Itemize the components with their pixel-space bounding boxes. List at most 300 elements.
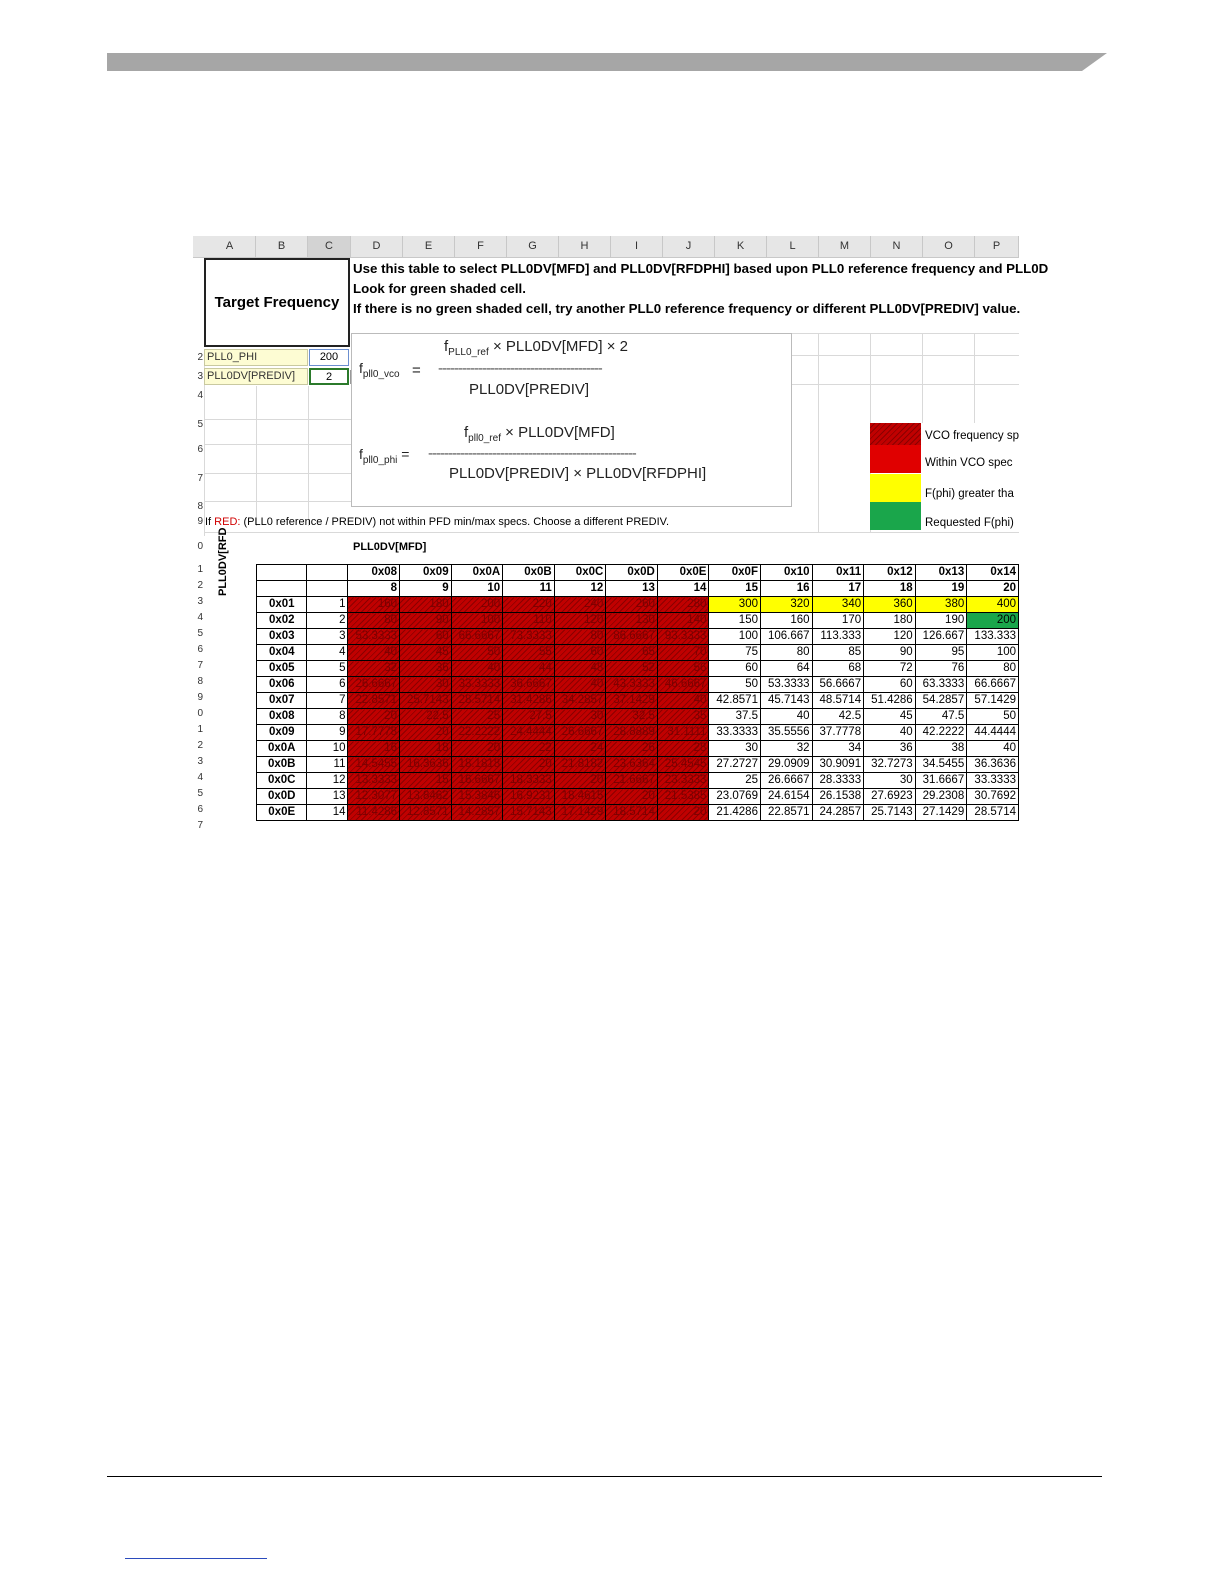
row-header[interactable]: 2 <box>197 352 203 363</box>
frequency-cell: 30 <box>864 773 916 789</box>
mfd-dec-header: 10 <box>451 581 503 597</box>
frequency-cell: 36 <box>864 741 916 757</box>
mfd-hex-header: 0x10 <box>760 565 812 581</box>
mfd-hex-header: 0x12 <box>864 565 916 581</box>
prediv-note: If RED: (PLL0 reference / PREDIV) not within PFD min/max specs. Choose a different PREDIV. <box>205 516 670 528</box>
pll0-phi-label: PLL0_PHI <box>204 349 308 366</box>
frequency-cell: 26.1538 <box>812 789 864 805</box>
table-row <box>257 789 1019 805</box>
frequency-cell: 28.3333 <box>812 773 864 789</box>
frequency-cell: 40 <box>451 661 503 677</box>
column-header[interactable]: I <box>611 236 663 257</box>
row-header[interactable]: 7 <box>197 473 203 484</box>
frequency-table <box>256 564 1019 821</box>
frequency-cell: 56 <box>657 661 709 677</box>
mfd-hex-header: 0x0B <box>503 565 555 581</box>
header-bar <box>107 53 1107 71</box>
column-header[interactable]: P <box>975 236 1019 257</box>
frequency-cell: 190 <box>915 613 967 629</box>
frequency-cell: 22.8571 <box>760 805 812 821</box>
frequency-cell: 42.5 <box>812 709 864 725</box>
frequency-cell: 90 <box>864 645 916 661</box>
frequency-cell: 95 <box>915 645 967 661</box>
frequency-cell: 37.7778 <box>812 725 864 741</box>
frequency-cell: 55 <box>503 645 555 661</box>
table-row <box>257 709 1019 725</box>
frequency-cell: 15 <box>400 773 452 789</box>
mfd-hex-header: 0x11 <box>812 565 864 581</box>
frequency-cell: 23.3333 <box>657 773 709 789</box>
table-row <box>257 629 1019 645</box>
frequency-cell: 37.1429 <box>606 693 658 709</box>
frequency-cell: 15.3846 <box>451 789 503 805</box>
frequency-cell: 170 <box>812 613 864 629</box>
frequency-cell: 63.3333 <box>915 677 967 693</box>
vco-equals: = <box>412 362 421 379</box>
legend-label-within-vco: Within VCO spec <box>925 457 1013 469</box>
blank-cell <box>257 565 307 581</box>
frequency-cell: 44.4444 <box>967 725 1019 741</box>
table-row <box>257 757 1019 773</box>
rfd-hex-label: 0x04 <box>257 645 307 661</box>
frequency-cell: 20 <box>400 725 452 741</box>
frequency-cell: 30.7692 <box>967 789 1019 805</box>
frequency-cell: 36.6667 <box>503 677 555 693</box>
table-row <box>257 613 1019 629</box>
frequency-cell: 32.5 <box>606 709 658 725</box>
frequency-cell: 24.2857 <box>812 805 864 821</box>
frequency-cell: 23.0769 <box>709 789 761 805</box>
frequency-cell: 32.7273 <box>864 757 916 773</box>
frequency-cell: 16.9231 <box>503 789 555 805</box>
frequency-cell: 200 <box>451 597 503 613</box>
frequency-cell: 60 <box>864 677 916 693</box>
rfd-hex-label: 0x0A <box>257 741 307 757</box>
frequency-cell: 32 <box>760 741 812 757</box>
row-header[interactable]: 1 <box>197 564 203 575</box>
blank-cell <box>257 581 307 597</box>
frequency-cell: 68 <box>812 661 864 677</box>
frequency-cell: 27.2727 <box>709 757 761 773</box>
legend-swatch-fphi-greater <box>870 474 921 502</box>
frequency-cell: 30 <box>400 677 452 693</box>
frequency-cell: 22.8571 <box>348 693 400 709</box>
footer-rule <box>107 1476 1102 1477</box>
column-header[interactable]: J <box>663 236 715 257</box>
frequency-cell: 140 <box>657 613 709 629</box>
spreadsheet-screenshot <box>193 236 1049 831</box>
frequency-cell: 93.3333 <box>657 629 709 645</box>
row-header[interactable]: 7 <box>197 660 203 671</box>
frequency-cell: 380 <box>915 597 967 613</box>
table-row <box>257 693 1019 709</box>
frequency-cell: 66.6667 <box>967 677 1019 693</box>
frequency-cell: 35.5556 <box>760 725 812 741</box>
legend-swatch-requested <box>870 502 921 530</box>
frequency-cell: 21.5385 <box>657 789 709 805</box>
rfd-hex-label: 0x0C <box>257 773 307 789</box>
frequency-cell: 33.3333 <box>967 773 1019 789</box>
frequency-cell: 25 <box>709 773 761 789</box>
frequency-cell: 54.2857 <box>915 693 967 709</box>
row-header[interactable]: 4 <box>197 772 203 783</box>
frequency-cell: 260 <box>606 597 658 613</box>
rfd-hex-label: 0x01 <box>257 597 307 613</box>
rfd-number: 1 <box>307 597 348 613</box>
frequency-cell: 12.3077 <box>348 789 400 805</box>
frequency-cell: 20 <box>348 709 400 725</box>
frequency-cell: 44 <box>503 661 555 677</box>
legend-label-requested: Requested F(phi) <box>925 517 1014 529</box>
rfd-number: 14 <box>307 805 348 821</box>
frequency-cell: 18.4615 <box>554 789 606 805</box>
frequency-cell: 80 <box>554 629 606 645</box>
frequency-cell: 43.3333 <box>606 677 658 693</box>
frequency-cell: 80 <box>760 645 812 661</box>
formula-box <box>351 333 792 507</box>
column-header[interactable]: L <box>767 236 819 257</box>
legend-swatch-within-vco <box>870 445 921 473</box>
blank-cell <box>307 565 348 581</box>
instruction-line-3: If there is no green shaded cell, try another PLL0 reference frequency or different PLL0DV[PREDIV] value. <box>353 301 1021 316</box>
frequency-cell: 180 <box>400 597 452 613</box>
frequency-cell: 73.3333 <box>503 629 555 645</box>
frequency-cell: 280 <box>657 597 709 613</box>
table-row <box>257 677 1019 693</box>
frequency-cell: 40 <box>967 741 1019 757</box>
rfd-hex-label: 0x06 <box>257 677 307 693</box>
column-header[interactable]: B <box>256 236 308 257</box>
column-header[interactable]: E <box>403 236 455 257</box>
frequency-cell: 130 <box>606 613 658 629</box>
frequency-cell: 320 <box>760 597 812 613</box>
mfd-dec-header: 15 <box>709 581 761 597</box>
table-row <box>257 725 1019 741</box>
prediv-input[interactable]: 2 <box>309 368 349 385</box>
column-header[interactable]: O <box>923 236 975 257</box>
frequency-cell: 27.5 <box>503 709 555 725</box>
frequency-cell: 120 <box>554 613 606 629</box>
frequency-cell: 26.6667 <box>348 677 400 693</box>
row-header[interactable]: 0 <box>197 541 203 552</box>
row-header[interactable]: 8 <box>197 501 203 512</box>
phi-denominator: PLL0DV[PREDIV] × PLL0DV[RFDPHI] <box>449 465 707 482</box>
mfd-dec-header: 17 <box>812 581 864 597</box>
frequency-cell: 28.8889 <box>606 725 658 741</box>
frequency-cell: 150 <box>709 613 761 629</box>
frequency-cell: 30 <box>709 741 761 757</box>
frequency-cell: 360 <box>864 597 916 613</box>
rfd-number: 4 <box>307 645 348 661</box>
frequency-cell: 17.7778 <box>348 725 400 741</box>
mfd-hex-header: 0x0A <box>451 565 503 581</box>
frequency-cell: 40 <box>657 693 709 709</box>
row-header[interactable]: 3 <box>197 756 203 767</box>
frequency-cell: 31.1111 <box>657 725 709 741</box>
frequency-cell: 21.8182 <box>554 757 606 773</box>
row-header[interactable]: 6 <box>197 644 203 655</box>
rfd-hex-label: 0x05 <box>257 661 307 677</box>
frequency-cell: 38 <box>915 741 967 757</box>
frequency-cell: 200 <box>967 613 1019 629</box>
frequency-cell: 27.1429 <box>915 805 967 821</box>
rfd-number: 5 <box>307 661 348 677</box>
frequency-cell: 34.5455 <box>915 757 967 773</box>
footer-link-underline <box>125 1558 267 1559</box>
frequency-cell: 220 <box>503 597 555 613</box>
rfd-number: 12 <box>307 773 348 789</box>
row-header[interactable]: 7 <box>197 820 203 831</box>
frequency-cell: 120 <box>864 629 916 645</box>
frequency-cell: 26.6667 <box>760 773 812 789</box>
frequency-cell: 21.4286 <box>709 805 761 821</box>
vco-fraction-line: ----------------------------------------- <box>438 360 602 377</box>
frequency-cell: 26 <box>606 741 658 757</box>
mfd-dec-header: 12 <box>554 581 606 597</box>
rfd-hex-label: 0x0D <box>257 789 307 805</box>
frequency-cell: 30 <box>554 709 606 725</box>
frequency-cell: 60 <box>400 629 452 645</box>
frequency-cell: 29.2308 <box>915 789 967 805</box>
column-header[interactable]: K <box>715 236 767 257</box>
frequency-cell: 60 <box>709 661 761 677</box>
rfd-hex-label: 0x03 <box>257 629 307 645</box>
frequency-cell: 80 <box>348 613 400 629</box>
frequency-cell: 22 <box>503 741 555 757</box>
frequency-cell: 33.3333 <box>451 677 503 693</box>
frequency-cell: 29.0909 <box>760 757 812 773</box>
column-header[interactable]: H <box>559 236 611 257</box>
mfd-dec-header: 18 <box>864 581 916 597</box>
rfd-number: 10 <box>307 741 348 757</box>
frequency-cell: 24.6154 <box>760 789 812 805</box>
rfd-number: 13 <box>307 789 348 805</box>
frequency-cell: 27.6923 <box>864 789 916 805</box>
frequency-cell: 110 <box>503 613 555 629</box>
instruction-line-1: Use this table to select PLL0DV[MFD] and PLL0DV[RFDPHI] based upon PLL0 reference frequency and PLL0D <box>353 261 1049 276</box>
mfd-dec-header: 13 <box>606 581 658 597</box>
row-header[interactable]: 6 <box>197 804 203 815</box>
frequency-cell: 340 <box>812 597 864 613</box>
frequency-cell: 18.1818 <box>451 757 503 773</box>
mfd-hex-header: 0x14 <box>967 565 1019 581</box>
frequency-cell: 40 <box>864 725 916 741</box>
mfd-dec-header: 9 <box>400 581 452 597</box>
frequency-cell: 240 <box>554 597 606 613</box>
rfd-number: 7 <box>307 693 348 709</box>
column-header[interactable]: G <box>507 236 559 257</box>
mfd-dec-header: 8 <box>348 581 400 597</box>
row-header[interactable]: 5 <box>197 419 203 430</box>
column-header[interactable]: N <box>871 236 923 257</box>
frequency-cell: 36 <box>400 661 452 677</box>
row-header[interactable]: 9 <box>197 516 203 527</box>
table-row <box>257 805 1019 821</box>
frequency-cell: 16.6667 <box>451 773 503 789</box>
rfd-hex-label: 0x08 <box>257 709 307 725</box>
frequency-cell: 24.4444 <box>503 725 555 741</box>
frequency-cell: 30.9091 <box>812 757 864 773</box>
row-header[interactable]: 5 <box>197 788 203 799</box>
frequency-cell: 85 <box>812 645 864 661</box>
mfd-dec-header: 20 <box>967 581 1019 597</box>
row-header[interactable]: 2 <box>197 580 203 591</box>
column-header[interactable]: M <box>819 236 871 257</box>
frequency-cell: 21.6667 <box>606 773 658 789</box>
frequency-cell: 160 <box>348 597 400 613</box>
frequency-cell: 57.1429 <box>967 693 1019 709</box>
table-row <box>257 597 1019 613</box>
frequency-cell: 86.6667 <box>606 629 658 645</box>
vco-denominator: PLL0DV[PREDIV] <box>469 381 590 398</box>
frequency-cell: 13.8462 <box>400 789 452 805</box>
vco-lhs: $f_{pll0\_vco}$ <box>359 360 400 380</box>
frequency-cell: 65 <box>606 645 658 661</box>
frequency-cell: 72 <box>864 661 916 677</box>
frequency-cell: 18 <box>400 741 452 757</box>
frequency-cell: 60 <box>554 645 606 661</box>
frequency-cell: 22.2222 <box>451 725 503 741</box>
frequency-cell: 100 <box>967 645 1019 661</box>
mfd-hex-header: 0x0D <box>606 565 658 581</box>
frequency-cell: 51.4286 <box>864 693 916 709</box>
frequency-cell: 126.667 <box>915 629 967 645</box>
frequency-cell: 31.4286 <box>503 693 555 709</box>
row-header[interactable]: 2 <box>197 740 203 751</box>
frequency-cell: 25.4545 <box>657 757 709 773</box>
blank-cell <box>307 581 348 597</box>
frequency-cell: 25 <box>451 709 503 725</box>
frequency-cell: 24 <box>554 741 606 757</box>
frequency-cell: 20 <box>657 805 709 821</box>
rfd-number: 3 <box>307 629 348 645</box>
rfd-axis-label: PLL0DV[RFD <box>217 527 229 596</box>
table-row <box>257 661 1019 677</box>
frequency-cell: 40 <box>760 709 812 725</box>
frequency-cell: 26.6667 <box>554 725 606 741</box>
frequency-cell: 40 <box>554 677 606 693</box>
rfd-hex-label: 0x07 <box>257 693 307 709</box>
frequency-cell: 11.4286 <box>348 805 400 821</box>
column-header[interactable]: A <box>204 236 256 257</box>
frequency-cell: 25.7143 <box>400 693 452 709</box>
frequency-cell: 42.2222 <box>915 725 967 741</box>
frequency-cell: 42.8571 <box>709 693 761 709</box>
frequency-cell: 12.8571 <box>400 805 452 821</box>
phi-lhs: $f_{pll0\_phi}$ = <box>359 446 410 466</box>
frequency-cell: 50 <box>451 645 503 661</box>
frequency-cell: 133.333 <box>967 629 1019 645</box>
rfd-number: 11 <box>307 757 348 773</box>
legend-label-vco-spec: VCO frequency sp <box>925 430 1019 442</box>
frequency-cell: 56.6667 <box>812 677 864 693</box>
frequency-cell: 14.2857 <box>451 805 503 821</box>
frequency-cell: 45 <box>864 709 916 725</box>
pll0-phi-input[interactable]: 200 <box>309 349 349 366</box>
frequency-cell: 20 <box>503 757 555 773</box>
frequency-cell: 100 <box>451 613 503 629</box>
frequency-cell: 47.5 <box>915 709 967 725</box>
frequency-cell: 16.3636 <box>400 757 452 773</box>
row-header[interactable]: 4 <box>197 612 203 623</box>
row-header[interactable]: 8 <box>197 676 203 687</box>
row-header[interactable]: 5 <box>197 628 203 639</box>
mfd-hex-header: 0x09 <box>400 565 452 581</box>
frequency-cell: 34.2857 <box>554 693 606 709</box>
rfd-number: 9 <box>307 725 348 741</box>
phi-fraction-line: ---------------------------------------------------- <box>428 445 636 462</box>
phi-numerator: $f_{pll0\_ref} \times PLL0DV[MFD]$ <box>464 424 615 444</box>
table-row <box>257 645 1019 661</box>
frequency-cell: 106.667 <box>760 629 812 645</box>
frequency-cell: 400 <box>967 597 1019 613</box>
mfd-dec-header: 16 <box>760 581 812 597</box>
row-header[interactable]: 3 <box>197 371 203 382</box>
rfd-hex-label: 0x02 <box>257 613 307 629</box>
row-header[interactable]: 9 <box>197 692 203 703</box>
column-header[interactable]: C <box>308 236 351 257</box>
rfd-number: 8 <box>307 709 348 725</box>
frequency-cell: 90 <box>400 613 452 629</box>
column-header-row <box>193 236 1019 258</box>
row-header[interactable]: 4 <box>197 390 203 401</box>
frequency-cell: 46.6667 <box>657 677 709 693</box>
frequency-cell: 20 <box>554 773 606 789</box>
frequency-cell: 52 <box>606 661 658 677</box>
column-header[interactable]: D <box>351 236 403 257</box>
frequency-cell: 20 <box>451 741 503 757</box>
frequency-cell: 22.5 <box>400 709 452 725</box>
row-header[interactable]: 0 <box>197 708 203 719</box>
target-frequency-title: Target Frequency <box>204 258 350 347</box>
frequency-cell: 64 <box>760 661 812 677</box>
frequency-cell: 17.1429 <box>554 805 606 821</box>
frequency-cell: 300 <box>709 597 761 613</box>
frequency-cell: 50 <box>709 677 761 693</box>
frequency-cell: 113.333 <box>812 629 864 645</box>
mfd-hex-header: 0x0C <box>554 565 606 581</box>
row-header[interactable]: 1 <box>197 724 203 735</box>
frequency-cell: 28.5714 <box>967 805 1019 821</box>
mfd-hex-header: 0x0E <box>657 565 709 581</box>
rfd-number: 2 <box>307 613 348 629</box>
frequency-cell: 48 <box>554 661 606 677</box>
mfd-dec-header: 19 <box>915 581 967 597</box>
frequency-cell: 31.6667 <box>915 773 967 789</box>
frequency-cell: 15.7143 <box>503 805 555 821</box>
frequency-cell: 45.7143 <box>760 693 812 709</box>
column-header[interactable]: F <box>455 236 507 257</box>
frequency-cell: 53.3333 <box>760 677 812 693</box>
frequency-cell: 100 <box>709 629 761 645</box>
frequency-cell: 70 <box>657 645 709 661</box>
mfd-hex-header: 0x08 <box>348 565 400 581</box>
frequency-cell: 13.3333 <box>348 773 400 789</box>
frequency-cell: 37.5 <box>709 709 761 725</box>
row-header[interactable]: 3 <box>197 596 203 607</box>
frequency-cell: 23.6364 <box>606 757 658 773</box>
rfd-hex-label: 0x09 <box>257 725 307 741</box>
frequency-cell: 32 <box>348 661 400 677</box>
frequency-cell: 36.3636 <box>967 757 1019 773</box>
row-header[interactable]: 6 <box>197 444 203 455</box>
frequency-cell: 160 <box>760 613 812 629</box>
frequency-cell: 18.3333 <box>503 773 555 789</box>
frequency-cell: 25.7143 <box>864 805 916 821</box>
frequency-cell: 20 <box>606 789 658 805</box>
frequency-cell: 18.5714 <box>606 805 658 821</box>
rfd-hex-label: 0x0E <box>257 805 307 821</box>
